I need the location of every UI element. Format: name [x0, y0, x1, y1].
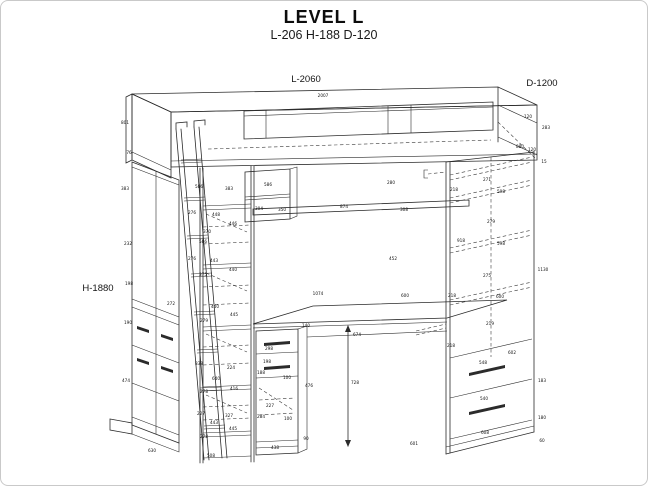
- dimension-label: 640: [212, 376, 220, 381]
- dimension-label: 284: [257, 414, 265, 419]
- dimension-label: 218: [450, 187, 458, 192]
- dimension-label: 608: [481, 430, 489, 435]
- dimension-label: 275: [483, 273, 491, 278]
- dimension-label: 100: [283, 375, 291, 380]
- dimension-label: 227: [197, 411, 205, 416]
- dimension-labels: [121, 93, 550, 458]
- dimension-label: 508: [207, 453, 215, 458]
- dimension-label: 219: [486, 321, 494, 326]
- dimension-label: 271: [483, 177, 491, 182]
- dimension-label: 601: [410, 441, 418, 446]
- dimension-label: 76: [126, 150, 132, 155]
- dimension-label: 198: [263, 359, 271, 364]
- dimension-label: 600: [401, 293, 409, 298]
- dimension-label: 279: [200, 318, 208, 323]
- dimension-label: 476: [305, 383, 313, 388]
- dimension-label: 188: [257, 370, 265, 375]
- dimension-label: 586: [195, 184, 203, 189]
- dimension-label: 445: [230, 312, 238, 317]
- depth-dimension-label: D-1200: [526, 78, 558, 89]
- dimension-label: 438: [271, 445, 279, 450]
- dimension-label: 308: [400, 207, 408, 212]
- dimension-label: 2007: [317, 93, 329, 98]
- ladder: [176, 120, 227, 460]
- dimension-label: 880: [516, 144, 524, 149]
- dimension-label: 224: [227, 365, 235, 370]
- dimension-label: 443: [210, 258, 218, 263]
- dimension-label: 370: [203, 229, 211, 234]
- dimension-label: 100: [284, 416, 292, 421]
- dimension-label: 180: [538, 415, 546, 420]
- dimension-label: 838: [195, 361, 203, 366]
- dimension-label: 586: [264, 182, 272, 187]
- dimension-label: 674: [353, 332, 361, 337]
- dimension-label: 440: [229, 267, 237, 272]
- dimension-label: 350: [278, 207, 286, 212]
- dimension-label: 227: [266, 403, 274, 408]
- furniture-line-drawing: [1, 1, 648, 486]
- drawing-subtitle: L-206 H-188 D-120: [270, 28, 378, 42]
- dimension-label: 443: [210, 420, 218, 425]
- wardrobe-drawer-handles: [469, 365, 505, 415]
- dimension-label: 548: [479, 360, 487, 365]
- dimension-label: 304: [255, 206, 263, 211]
- dimension-label: 60: [539, 438, 545, 443]
- dimension-label: 918: [457, 238, 465, 243]
- left-wardrobe: [110, 162, 179, 452]
- dimension-label: 1074: [312, 291, 324, 296]
- dimension-label: 327: [225, 413, 233, 418]
- dimension-label: 598: [497, 241, 505, 246]
- dimension-label: 416: [230, 386, 238, 391]
- dimension-label: 90: [303, 436, 309, 441]
- dimension-label: 602: [508, 350, 516, 355]
- dimension-label: 183: [538, 378, 546, 383]
- dimension-label: 383: [225, 186, 233, 191]
- height-dimension-label: H-1880: [82, 283, 114, 294]
- dimension-label: 283: [542, 125, 550, 130]
- bed-frame: [126, 87, 537, 178]
- dimension-label: 540: [480, 396, 488, 401]
- dimension-label: 298: [265, 346, 273, 351]
- dimension-label: 276: [188, 256, 196, 261]
- dimension-label: 120: [528, 147, 536, 152]
- dimension-label: 440: [211, 304, 219, 309]
- dimension-label: 383: [121, 186, 129, 191]
- dimension-label: 446: [229, 221, 237, 226]
- dimension-label: 232: [124, 241, 132, 246]
- dimension-label: 474: [122, 378, 130, 383]
- dimension-label: 198: [125, 281, 133, 286]
- dimension-label: 586: [199, 239, 207, 244]
- door-handles: [137, 326, 173, 373]
- dimension-label: 15: [541, 159, 547, 164]
- dimension-label: 874: [340, 204, 348, 209]
- dimension-label: 278: [200, 389, 208, 394]
- dimension-label: 452: [389, 256, 397, 261]
- dimension-label: 600: [496, 294, 504, 299]
- dimension-label: 445: [229, 426, 237, 431]
- desk: [253, 300, 507, 455]
- dimension-label: 630: [148, 448, 156, 453]
- dimension-label: 728: [351, 380, 359, 385]
- dimension-label: 279: [487, 219, 495, 224]
- dimension-label: 598: [497, 189, 505, 194]
- drawing-title: LEVEL L: [283, 7, 365, 27]
- dimension-label: 276: [188, 210, 196, 215]
- dimension-label: 190: [124, 320, 132, 325]
- dimension-label: 120: [524, 114, 532, 119]
- length-dimension-label: L-2060: [291, 74, 321, 85]
- dimension-label: 218: [447, 343, 455, 348]
- dimension-label: 280: [387, 180, 395, 185]
- dimension-label: 218: [448, 293, 456, 298]
- dimension-label: 1130: [537, 267, 549, 272]
- dimension-label: 278: [200, 434, 208, 439]
- dimension-label: 375: [199, 272, 207, 277]
- dimension-label: 272: [167, 301, 175, 306]
- right-wardrobe: [424, 151, 534, 454]
- dimension-label: 801: [121, 120, 129, 125]
- dimension-label: 140: [302, 323, 310, 328]
- dimension-label: 448: [212, 212, 220, 217]
